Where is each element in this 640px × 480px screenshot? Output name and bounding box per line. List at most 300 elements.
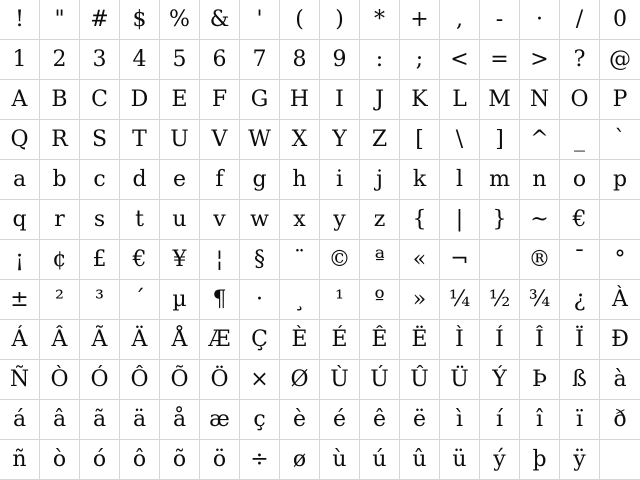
glyph-character: Ù xyxy=(330,366,349,392)
glyph-cell[interactable] xyxy=(240,360,280,400)
glyph-cell[interactable] xyxy=(80,160,120,200)
glyph-cell[interactable] xyxy=(160,320,200,360)
glyph-cell[interactable] xyxy=(40,200,80,240)
glyph-cell[interactable] xyxy=(280,160,320,200)
glyph-cell[interactable] xyxy=(480,80,520,120)
glyph-character: C xyxy=(91,86,108,112)
glyph-cell[interactable] xyxy=(320,200,360,240)
glyph-cell[interactable] xyxy=(600,80,640,120)
glyph-character: § xyxy=(254,246,265,272)
glyph-cell[interactable] xyxy=(80,280,120,320)
glyph-character: # xyxy=(90,6,109,32)
glyph-character: J xyxy=(375,86,384,112)
glyph-cell[interactable] xyxy=(80,360,120,400)
glyph-cell[interactable] xyxy=(360,40,400,80)
glyph-character: ' xyxy=(256,6,263,32)
glyph-cell[interactable] xyxy=(160,440,200,480)
glyph-cell[interactable] xyxy=(400,200,440,240)
glyph-character: = xyxy=(490,46,509,72)
glyph-cell[interactable] xyxy=(200,120,240,160)
glyph-cell[interactable] xyxy=(600,200,640,240)
glyph-cell[interactable] xyxy=(0,320,40,360)
glyph-character: I xyxy=(335,86,344,112)
glyph-cell[interactable] xyxy=(280,400,320,440)
glyph-character: ú xyxy=(372,446,387,472)
glyph-cell[interactable] xyxy=(40,160,80,200)
glyph-character: 8 xyxy=(292,46,307,72)
glyph-character: < xyxy=(450,46,469,72)
glyph-cell[interactable] xyxy=(440,360,480,400)
glyph-cell[interactable] xyxy=(400,240,440,280)
glyph-character: c xyxy=(93,166,106,192)
glyph-cell[interactable] xyxy=(360,160,400,200)
glyph-cell[interactable] xyxy=(600,320,640,360)
glyph-character: a xyxy=(12,166,27,192)
glyph-character: ( xyxy=(295,6,304,32)
glyph-character: " xyxy=(54,6,65,32)
glyph-cell[interactable] xyxy=(600,360,640,400)
glyph-cell[interactable] xyxy=(360,280,400,320)
glyph-cell[interactable] xyxy=(0,160,40,200)
glyph-character: ¥ xyxy=(172,246,187,272)
glyph-cell[interactable] xyxy=(200,0,240,40)
glyph-cell[interactable] xyxy=(480,240,520,280)
glyph-character: î xyxy=(535,406,544,432)
glyph-cell[interactable] xyxy=(280,280,320,320)
glyph-cell[interactable] xyxy=(80,200,120,240)
glyph-cell[interactable] xyxy=(0,120,40,160)
glyph-cell[interactable] xyxy=(240,240,280,280)
glyph-cell[interactable] xyxy=(600,240,640,280)
glyph-character: ¿ xyxy=(573,286,586,312)
glyph-character: ö xyxy=(212,446,227,472)
glyph-cell[interactable] xyxy=(520,200,560,240)
glyph-character: ? xyxy=(573,46,586,72)
glyph-cell[interactable] xyxy=(520,400,560,440)
glyph-cell[interactable] xyxy=(480,400,520,440)
glyph-character: à xyxy=(613,366,627,392)
glyph-character: / xyxy=(575,6,584,32)
glyph-character: v xyxy=(213,206,226,232)
glyph-cell[interactable] xyxy=(360,320,400,360)
glyph-cell[interactable] xyxy=(280,320,320,360)
glyph-cell[interactable] xyxy=(40,280,80,320)
glyph-character: ^ xyxy=(530,126,549,152)
glyph-character: X xyxy=(291,126,308,152)
glyph-cell[interactable] xyxy=(160,0,200,40)
glyph-cell[interactable] xyxy=(240,320,280,360)
glyph-character: g xyxy=(252,166,267,192)
glyph-character: } xyxy=(492,206,507,232)
glyph-cell[interactable] xyxy=(480,440,520,480)
glyph-cell[interactable] xyxy=(320,360,360,400)
glyph-character: U xyxy=(170,126,189,152)
glyph-character: - xyxy=(495,6,504,32)
glyph-cell[interactable] xyxy=(440,40,480,80)
glyph-cell[interactable] xyxy=(40,120,80,160)
glyph-cell[interactable] xyxy=(200,440,240,480)
glyph-cell[interactable] xyxy=(560,400,600,440)
glyph-character: Ü xyxy=(450,366,469,392)
glyph-cell[interactable] xyxy=(0,200,40,240)
glyph-cell[interactable] xyxy=(480,280,520,320)
glyph-cell[interactable] xyxy=(120,40,160,80)
glyph-cell[interactable] xyxy=(120,280,160,320)
glyph-character: þ xyxy=(532,446,547,472)
glyph-cell[interactable] xyxy=(80,80,120,120)
glyph-cell[interactable] xyxy=(40,320,80,360)
glyph-cell[interactable] xyxy=(320,440,360,480)
glyph-cell[interactable] xyxy=(400,400,440,440)
glyph-character: · xyxy=(256,286,263,312)
glyph-cell[interactable] xyxy=(520,240,560,280)
glyph-character: D xyxy=(130,86,149,112)
glyph-cell[interactable] xyxy=(40,240,80,280)
glyph-character: L xyxy=(452,86,467,112)
glyph-character: Ï xyxy=(575,326,584,352)
glyph-cell[interactable] xyxy=(200,200,240,240)
glyph-cell[interactable] xyxy=(120,440,160,480)
glyph-cell[interactable] xyxy=(120,240,160,280)
glyph-character: é xyxy=(332,406,347,432)
glyph-cell[interactable] xyxy=(560,240,600,280)
glyph-cell[interactable] xyxy=(400,280,440,320)
glyph-cell[interactable] xyxy=(240,40,280,80)
glyph-character: V xyxy=(211,126,228,152)
glyph-cell[interactable] xyxy=(40,440,80,480)
glyph-character: € xyxy=(572,206,587,232)
glyph-character: » xyxy=(412,286,427,312)
glyph-character: É xyxy=(331,326,348,352)
glyph-character: 1 xyxy=(12,46,27,72)
glyph-cell[interactable] xyxy=(120,200,160,240)
glyph-cell[interactable] xyxy=(560,120,600,160)
glyph-cell[interactable] xyxy=(80,120,120,160)
glyph-cell[interactable] xyxy=(0,400,40,440)
glyph-cell[interactable] xyxy=(160,280,200,320)
glyph-character: 5 xyxy=(172,46,187,72)
glyph-character: t xyxy=(135,206,144,232)
glyph-character: Û xyxy=(410,366,429,392)
glyph-character: @ xyxy=(609,46,631,72)
glyph-cell[interactable] xyxy=(320,320,360,360)
glyph-character: + xyxy=(410,6,429,32)
glyph-cell[interactable] xyxy=(320,40,360,80)
glyph-character: Ñ xyxy=(9,366,30,392)
glyph-cell[interactable] xyxy=(560,440,600,480)
glyph-character: ä xyxy=(132,406,147,432)
glyph-character: Å xyxy=(171,326,188,352)
glyph-cell[interactable] xyxy=(560,200,600,240)
glyph-cell[interactable] xyxy=(120,320,160,360)
glyph-cell[interactable] xyxy=(520,160,560,200)
glyph-character: 0 xyxy=(613,6,627,32)
glyph-cell[interactable] xyxy=(0,40,40,80)
glyph-cell[interactable] xyxy=(40,360,80,400)
glyph-cell[interactable] xyxy=(520,0,560,40)
glyph-cell[interactable] xyxy=(320,280,360,320)
glyph-cell[interactable] xyxy=(560,320,600,360)
glyph-character: q xyxy=(12,206,27,232)
glyph-cell[interactable] xyxy=(520,120,560,160)
glyph-character: e xyxy=(172,166,187,192)
glyph-character: Ê xyxy=(371,326,388,352)
glyph-cell[interactable] xyxy=(520,40,560,80)
glyph-character: ¾ xyxy=(528,286,551,312)
glyph-character: r xyxy=(54,206,65,232)
glyph-character: M xyxy=(488,86,511,112)
glyph-character: ¡ xyxy=(15,246,24,272)
glyph-cell[interactable] xyxy=(240,440,280,480)
glyph-character: N xyxy=(529,86,550,112)
glyph-cell[interactable] xyxy=(480,40,520,80)
glyph-cell[interactable] xyxy=(520,80,560,120)
glyph-character: Õ xyxy=(170,366,189,392)
glyph-cell[interactable] xyxy=(520,360,560,400)
glyph-character: y xyxy=(333,206,346,232)
glyph-character: f xyxy=(215,166,224,192)
glyph-cell[interactable] xyxy=(80,240,120,280)
glyph-cell[interactable] xyxy=(480,320,520,360)
glyph-cell[interactable] xyxy=(360,400,400,440)
glyph-cell[interactable] xyxy=(600,440,640,480)
glyph-cell[interactable] xyxy=(160,400,200,440)
glyph-cell[interactable] xyxy=(200,360,240,400)
glyph-cell[interactable] xyxy=(320,80,360,120)
glyph-cell[interactable] xyxy=(0,360,40,400)
glyph-cell[interactable] xyxy=(520,320,560,360)
glyph-cell[interactable] xyxy=(600,40,640,80)
glyph-cell[interactable] xyxy=(40,40,80,80)
glyph-cell[interactable] xyxy=(0,80,40,120)
glyph-cell[interactable] xyxy=(240,120,280,160)
glyph-character: € xyxy=(132,246,147,272)
glyph-cell[interactable] xyxy=(120,400,160,440)
glyph-cell[interactable] xyxy=(320,160,360,200)
glyph-cell[interactable] xyxy=(0,280,40,320)
glyph-cell[interactable] xyxy=(0,0,40,40)
glyph-cell[interactable] xyxy=(200,320,240,360)
glyph-character: ° xyxy=(614,246,626,272)
glyph-character: Ô xyxy=(130,366,149,392)
glyph-cell[interactable] xyxy=(520,280,560,320)
glyph-character: ± xyxy=(10,286,29,312)
glyph-cell[interactable] xyxy=(440,400,480,440)
glyph-cell[interactable] xyxy=(160,240,200,280)
glyph-cell[interactable] xyxy=(560,280,600,320)
glyph-character: Á xyxy=(11,326,28,352)
glyph-character: ` xyxy=(614,126,626,152)
glyph-cell[interactable] xyxy=(200,400,240,440)
glyph-cell[interactable] xyxy=(280,240,320,280)
glyph-character: O xyxy=(570,86,589,112)
glyph-cell[interactable] xyxy=(440,200,480,240)
glyph-cell[interactable] xyxy=(280,0,320,40)
glyph-cell[interactable] xyxy=(280,360,320,400)
glyph-cell[interactable] xyxy=(0,440,40,480)
glyph-cell[interactable] xyxy=(320,400,360,440)
glyph-cell[interactable] xyxy=(600,400,640,440)
glyph-cell[interactable] xyxy=(360,360,400,400)
glyph-cell[interactable] xyxy=(200,40,240,80)
glyph-character: u xyxy=(172,206,187,232)
glyph-character: È xyxy=(291,326,308,352)
glyph-cell[interactable] xyxy=(160,80,200,120)
glyph-cell[interactable] xyxy=(120,120,160,160)
glyph-character: k xyxy=(412,166,427,192)
glyph-cell[interactable] xyxy=(120,80,160,120)
glyph-character: j xyxy=(376,166,383,192)
glyph-cell[interactable] xyxy=(200,80,240,120)
glyph-cell[interactable] xyxy=(480,200,520,240)
glyph-cell[interactable] xyxy=(0,240,40,280)
glyph-cell[interactable] xyxy=(440,80,480,120)
glyph-character: h xyxy=(292,166,307,192)
glyph-cell[interactable] xyxy=(280,440,320,480)
glyph-cell[interactable] xyxy=(240,160,280,200)
glyph-character: × xyxy=(250,366,269,392)
glyph-cell[interactable] xyxy=(360,0,400,40)
glyph-character: ò xyxy=(52,446,67,472)
glyph-cell[interactable] xyxy=(400,40,440,80)
glyph-cell[interactable] xyxy=(400,360,440,400)
glyph-cell[interactable] xyxy=(440,120,480,160)
glyph-cell[interactable] xyxy=(440,0,480,40)
glyph-cell[interactable] xyxy=(440,240,480,280)
glyph-character: ï xyxy=(575,406,584,432)
glyph-cell[interactable] xyxy=(560,80,600,120)
glyph-cell[interactable] xyxy=(200,280,240,320)
glyph-character: ê xyxy=(372,406,387,432)
glyph-character: & xyxy=(209,6,230,32)
glyph-character: ó xyxy=(92,446,107,472)
glyph-character: z xyxy=(373,206,386,232)
glyph-cell[interactable] xyxy=(160,40,200,80)
glyph-character: P xyxy=(612,86,628,112)
glyph-cell[interactable] xyxy=(600,280,640,320)
glyph-cell[interactable] xyxy=(240,200,280,240)
glyph-cell[interactable] xyxy=(560,360,600,400)
glyph-character: * xyxy=(374,6,385,32)
glyph-cell[interactable] xyxy=(120,160,160,200)
glyph-character: 3 xyxy=(92,46,107,72)
glyph-cell[interactable] xyxy=(600,120,640,160)
glyph-cell[interactable] xyxy=(80,320,120,360)
glyph-cell[interactable] xyxy=(480,0,520,40)
glyph-character: Ó xyxy=(90,366,109,392)
glyph-cell[interactable] xyxy=(200,240,240,280)
glyph-cell[interactable] xyxy=(360,440,400,480)
glyph-cell[interactable] xyxy=(240,400,280,440)
glyph-character: Î xyxy=(535,326,544,352)
glyph-cell[interactable] xyxy=(240,280,280,320)
glyph-cell[interactable] xyxy=(400,320,440,360)
glyph-cell[interactable] xyxy=(160,200,200,240)
glyph-cell[interactable] xyxy=(360,200,400,240)
glyph-cell[interactable] xyxy=(400,80,440,120)
glyph-character: ¯ xyxy=(574,246,585,272)
glyph-cell[interactable] xyxy=(400,0,440,40)
glyph-cell[interactable] xyxy=(120,360,160,400)
glyph-character: [ xyxy=(415,126,424,152)
glyph-character: £ xyxy=(92,246,107,272)
glyph-cell[interactable] xyxy=(600,160,640,200)
glyph-cell[interactable] xyxy=(280,200,320,240)
glyph-character: ! xyxy=(15,6,24,32)
glyph-character: { xyxy=(412,206,427,232)
glyph-cell[interactable] xyxy=(360,120,400,160)
glyph-cell[interactable] xyxy=(40,80,80,120)
glyph-cell[interactable] xyxy=(280,40,320,80)
glyph-cell[interactable] xyxy=(360,80,400,120)
glyph-cell[interactable] xyxy=(480,160,520,200)
glyph-cell[interactable] xyxy=(480,120,520,160)
glyph-cell[interactable] xyxy=(360,240,400,280)
glyph-cell[interactable] xyxy=(280,120,320,160)
glyph-character: á xyxy=(12,406,27,432)
glyph-cell[interactable] xyxy=(560,40,600,80)
glyph-cell[interactable] xyxy=(160,360,200,400)
glyph-cell[interactable] xyxy=(80,40,120,80)
glyph-character: º xyxy=(374,286,385,312)
glyph-character: B xyxy=(51,86,68,112)
glyph-cell[interactable] xyxy=(240,80,280,120)
glyph-cell[interactable] xyxy=(440,160,480,200)
glyph-cell[interactable] xyxy=(320,240,360,280)
glyph-character: ; xyxy=(415,46,424,72)
glyph-cell[interactable] xyxy=(560,160,600,200)
glyph-character: ³ xyxy=(95,286,104,312)
glyph-character: b xyxy=(52,166,67,192)
glyph-character: ] xyxy=(495,126,504,152)
glyph-cell[interactable] xyxy=(120,0,160,40)
glyph-character: å xyxy=(172,406,187,432)
glyph-character: ½ xyxy=(488,286,511,312)
glyph-cell[interactable] xyxy=(80,0,120,40)
glyph-cell[interactable] xyxy=(40,0,80,40)
glyph-character: ¼ xyxy=(448,286,471,312)
glyph-cell[interactable] xyxy=(600,0,640,40)
glyph-cell[interactable] xyxy=(560,0,600,40)
glyph-character: p xyxy=(612,166,628,192)
glyph-cell[interactable] xyxy=(80,400,120,440)
glyph-character: ë xyxy=(412,406,427,432)
glyph-cell[interactable] xyxy=(200,160,240,200)
glyph-character: Í xyxy=(495,326,504,352)
glyph-character: Ã xyxy=(91,326,108,352)
glyph-cell[interactable] xyxy=(400,160,440,200)
glyph-cell[interactable] xyxy=(440,320,480,360)
glyph-character: ¦ xyxy=(215,246,224,272)
glyph-cell[interactable] xyxy=(480,360,520,400)
glyph-cell[interactable] xyxy=(400,120,440,160)
glyph-cell[interactable] xyxy=(160,160,200,200)
glyph-cell[interactable] xyxy=(440,280,480,320)
glyph-cell[interactable] xyxy=(440,440,480,480)
glyph-cell[interactable] xyxy=(80,440,120,480)
glyph-cell[interactable] xyxy=(520,440,560,480)
glyph-cell[interactable] xyxy=(280,80,320,120)
glyph-cell[interactable] xyxy=(320,0,360,40)
glyph-cell[interactable] xyxy=(240,0,280,40)
glyph-cell[interactable] xyxy=(400,440,440,480)
glyph-cell[interactable] xyxy=(320,120,360,160)
glyph-character: ÿ xyxy=(573,446,586,472)
glyph-cell[interactable] xyxy=(160,120,200,160)
glyph-character: â xyxy=(52,406,67,432)
glyph-character: ÷ xyxy=(250,446,269,472)
glyph-cell[interactable] xyxy=(40,400,80,440)
